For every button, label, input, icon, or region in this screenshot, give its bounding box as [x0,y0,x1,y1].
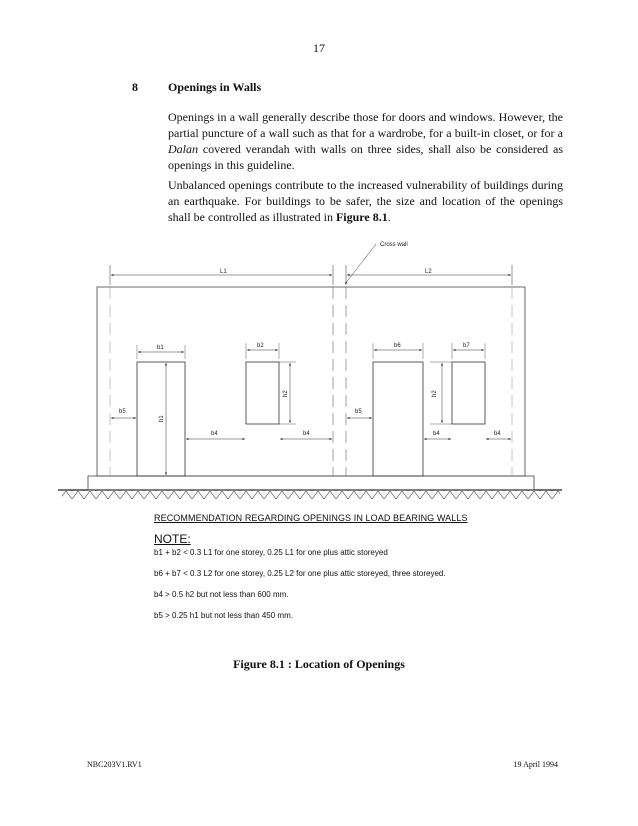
paragraph-unbalanced-openings [168,177,563,225]
section-number: 8 [132,80,138,94]
paragraph1-text-a: Openings in a wall generally describe those for doors and windows. However, the partial puncture of a wall such as that for a wardrobe, for a built-in closet, or for a [168,110,563,140]
footer-date: 19 April 1994 [513,760,558,769]
h2-label-right: h2 [432,390,438,397]
paragraph1-italic-term: Dalan [168,142,198,156]
wall-openings-diagram [0,235,638,510]
paragraph2-figure-ref: Figure 8.1 [335,210,388,224]
figure-caption: Figure 8.1 : Location of Openings [233,657,405,671]
l1-label: L1 [220,269,227,275]
paragraph2-text-b: . [387,210,391,224]
b2-label: b2 [257,343,264,349]
section-title: Openings in Walls [168,80,262,94]
b5-left-label: b5 [119,409,126,415]
door-opening-2 [373,362,423,476]
b4-label-1: b4 [211,431,218,437]
recommendation-title: RECOMMENDATION REGARDING OPENINGS IN LOAD BEARING WALLS [154,513,468,523]
b4-label-2: b4 [303,431,310,437]
h1-label: h1 [159,415,165,422]
plinth [88,476,534,490]
paragraph-openings-definition [168,109,563,173]
page-number: 17 [313,41,325,55]
paragraph1-text-b: covered verandah with walls on three sides, shall also be considered as openings in this guideline. [168,142,563,172]
wall-outline [97,287,525,476]
cross-wall-label: Cross wall [380,242,408,248]
b1-label: b1 [157,345,164,351]
note-item: b4 > 0.5 h2 but not less than 600 mm. [154,590,289,599]
window-opening-2 [452,362,485,424]
h2-label-left: h2 [283,390,289,397]
note-item: b6 + b7 < 0.3 L2 for one storey, 0.25 L2 for one plus attic storeyed, three storeyed. [154,569,446,578]
b6-label: b6 [394,343,401,349]
paragraph2-text-a: Unbalanced openings contribute to the increased vulnerability of buildings during an earthquake. For buildings to be safer, the size and location of the openings shall be controlled as illustrated in [168,178,563,224]
note-label: NOTE: [154,532,191,546]
note-item: b1 + b2 < 0.3 L1 for one storey, 0.25 L1 for one plus attic storeyed [154,548,388,557]
l2-label: L2 [425,269,432,275]
b4-label-4: b4 [494,431,501,437]
footer-document-code: NBC203V1.RV1 [87,760,142,769]
b7-label: b7 [463,343,470,349]
b4-label-3: b4 [433,431,440,437]
window-opening-1 [246,362,279,424]
cross-wall-leader [345,244,376,284]
b5-right-label: b5 [355,409,362,415]
ground-hatch [62,490,560,499]
note-item: b5 > 0.25 h1 but not less than 450 mm. [154,611,293,620]
